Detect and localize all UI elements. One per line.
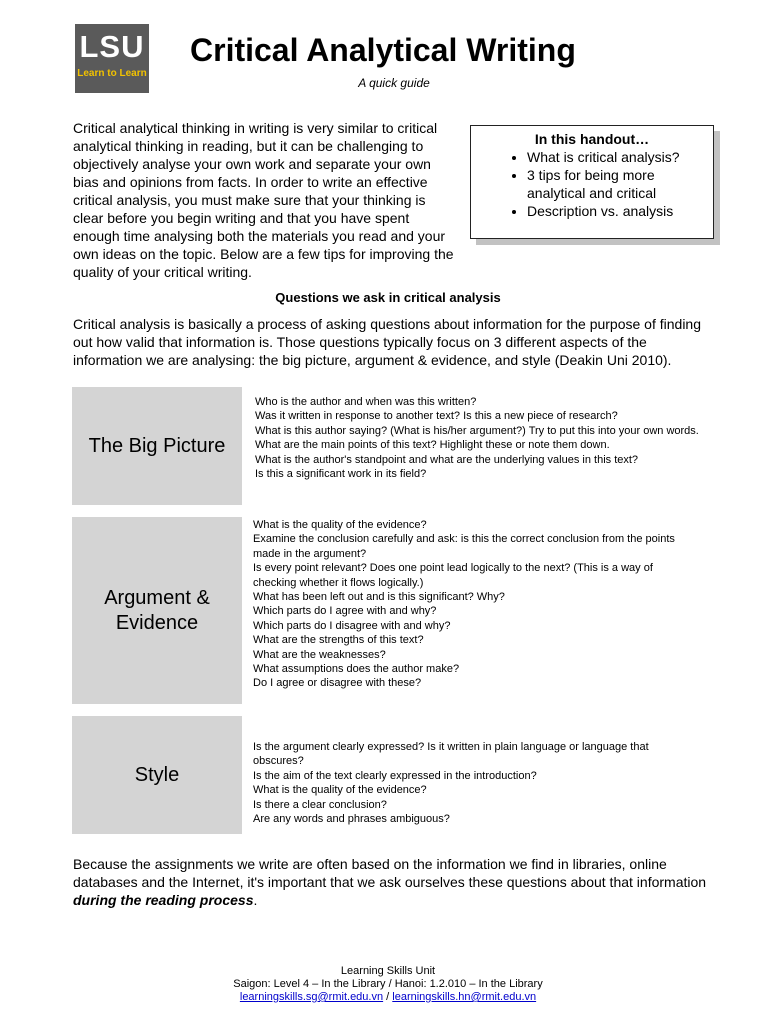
handout-item: • 3 tips for being more analytical and critical xyxy=(527,166,713,202)
style-questions xyxy=(253,740,698,826)
logo-subtext: Learn to Learn xyxy=(77,68,147,79)
question-item: What assumptions does the author make? xyxy=(253,663,460,676)
argument-evidence-label-line2: Evidence xyxy=(115,611,199,634)
question-item: Are any words and phrases ambiguous? xyxy=(253,813,450,826)
page-subtitle: A quick guide xyxy=(358,76,430,90)
question-item: What is this author saying? (What is his/her argument?) Try to put this into your own words. xyxy=(255,424,699,437)
footer-unit: Learning Skills Unit xyxy=(340,965,436,977)
handout-item: • What is critical analysis? xyxy=(527,148,713,166)
argument-evidence-label xyxy=(104,586,210,636)
closing-paragraph xyxy=(73,855,713,909)
handout-list xyxy=(471,148,713,220)
question-item: What has been left out and is this significant? Why? xyxy=(253,591,505,604)
big-picture-questions xyxy=(255,395,700,481)
section-paragraph: Critical analysis is basically a process of asking questions about information for the purpose of finding out how valid that information is. Those questions typically focus on 3 different aspects of the information we are analysing: the big picture, argument & evidence, and style (Deakin Uni 2010). xyxy=(73,316,701,368)
intro-paragraph: Critical analytical thinking in writing is very similar to critical analytical thinking in reading, but it can be challenging to objectively analyse your own work and separate your own bias and opinions from facts. In order to write an effective critical analysis, you must make sure that your thinking is clear before you begin writing and that you have spent enough time analysing both the materials you read and your own ideas on the topic. Below are a few tips for improving the quality of your critical writing. xyxy=(73,120,454,280)
handout-box xyxy=(470,125,714,239)
style-label: Style xyxy=(134,763,180,786)
question-item: Is there a clear conclusion? xyxy=(253,798,387,811)
question-item: Was it written in response to another text? Is this a new piece of research? xyxy=(255,410,618,423)
section-heading: Questions we ask in critical analysis xyxy=(275,290,501,305)
big-picture-box xyxy=(72,387,242,505)
question-item: Which parts do I disagree with and why? xyxy=(253,619,451,632)
page-title: Critical Analytical Writing xyxy=(190,32,576,68)
logo-text: LSU xyxy=(79,29,145,64)
question-item: What are the weaknesses? xyxy=(253,648,386,661)
question-item: What is the quality of the evidence? xyxy=(253,519,427,531)
question-item: Is the argument clearly expressed? Is it written in plain language or language that obscures? xyxy=(253,741,649,768)
question-item: Is this a significant work in its field? xyxy=(255,468,427,481)
question-item: Who is the author and when was this written? xyxy=(255,396,477,408)
question-item: What is the author's standpoint and what are the underlying values in this text? xyxy=(255,453,639,466)
question-item: Which parts do I agree with and why? xyxy=(253,605,437,618)
question-item: What is the quality of the evidence? xyxy=(253,784,427,797)
style-box xyxy=(72,716,242,834)
saigon-email-link[interactable]: learningskills.sg@rmit.edu.vn xyxy=(239,991,384,1003)
closing-text: Because the assignments we write are often based on the information we find in libraries, online databases and the Internet, it's important that we ask ourselves these questions about that information xyxy=(73,856,707,890)
footer xyxy=(0,965,768,1004)
email-separator: / xyxy=(383,991,393,1003)
handout-item: • Description vs. analysis xyxy=(527,202,713,220)
argument-evidence-label-line1: Argument & xyxy=(104,586,210,609)
footer-emails xyxy=(0,991,768,1004)
hanoi-email-link[interactable]: learningskills.hn@rmit.edu.vn xyxy=(392,991,537,1003)
question-item: Is every point relevant? Does one point lead logically to the next? (This is a way of checking whether it flows logically.) xyxy=(253,562,653,589)
question-item: What are the strengths of this text? xyxy=(253,634,424,647)
big-picture-label: The Big Picture xyxy=(88,434,226,457)
question-item: Is the aim of the text clearly expressed in the introduction? xyxy=(253,769,537,782)
closing-emphasis: during the reading process xyxy=(73,892,254,908)
question-item: Examine the conclusion carefully and ask: is this the correct conclusion from the points made in the argument? xyxy=(253,533,675,560)
argument-evidence-questions xyxy=(253,518,698,691)
footer-locations: Saigon: Level 4 – In the Library / Hanoi: 1.2.010 – In the Library xyxy=(233,978,543,990)
handout-title: In this handout… xyxy=(534,131,650,147)
argument-evidence-box xyxy=(72,517,242,704)
closing-text-end: . xyxy=(253,892,258,908)
question-item: Do I agree or disagree with these? xyxy=(253,677,422,690)
question-item: What are the main points of this text? Highlight these or note them down. xyxy=(255,439,610,452)
